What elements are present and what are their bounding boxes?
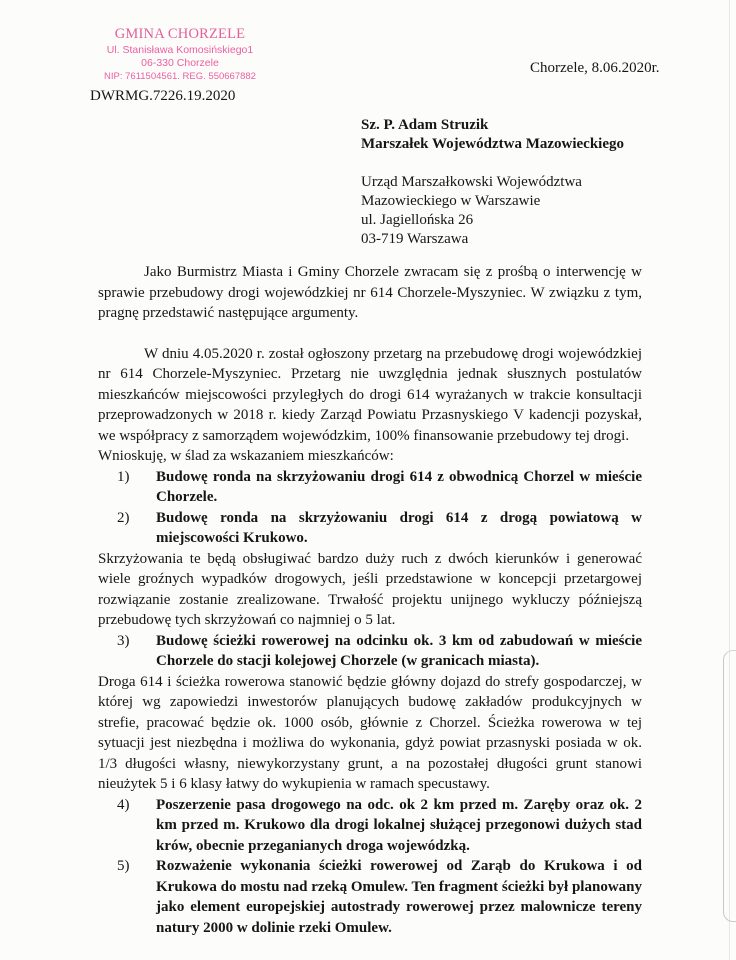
demand-text: Rozważenie wykonania ścieżki rowerowej od Zarąb do Krukowa i od Krukowa do mostu nad rzeką Omulew. Ten fragment ścieżki był planowany jako element europejskiej autostrady rowerowej przez malownicze tereny natury 2000 w dolinie rzeki Omulew.: [156, 858, 642, 936]
stamp-street: Ul. Stanisława Komosińskiego1: [106, 43, 254, 56]
demand-text: Budowę ścieżki rowerowej na odcinku ok. 3 km od zabudowań w mieście Chorzele do stacji kolejowej Chorzele (w granicach miasta).: [156, 632, 642, 669]
recipient-address-line: Urząd Marszałkowski Województwa: [361, 174, 582, 190]
scan-edge-bracket: [723, 650, 736, 922]
stamp-registry: NIP: 7611504561. REG. 550667882: [104, 70, 256, 82]
demand-text: Budowę ronda na skrzyżowaniu drogi 614 z obwodnicą Chorzel w mieście Chorzele.: [156, 468, 642, 505]
demand-number: 4): [117, 796, 130, 813]
reference-number: DWRMG.7226.19.2020: [90, 88, 236, 104]
stamp-title: GMINA CHORZELE: [114, 26, 246, 42]
recipient-address-line: 03-719 Warszawa: [361, 231, 469, 247]
demand-item: [98, 795, 642, 857]
demands-list: [98, 467, 642, 549]
intersections-paragraph: Skrzyżowania te będą obsługiwać bardzo duży ruch z dwóch kierunków i generować wiele groźnych wypadków drogowych, jeśli przedstawione w koncepcji przetargowej rozwiązanie zostanie zrealizowane. Trwałość projektu unijnego wykluczy późniejszą przebudowę tych skrzyżowań co najmniej o 5 lat.: [98, 550, 642, 628]
recipient-name: Sz. P. Adam Struzik: [361, 117, 489, 133]
demand-item: [98, 508, 642, 549]
demand-text: Budowę ronda na skrzyżowaniu drogi 614 z drogą powiatową w miejscowości Krukowo.: [156, 509, 642, 546]
demands-list: [98, 631, 642, 672]
place-date: Chorzele, 8.06.2020r.: [530, 60, 660, 76]
demands-list: [98, 795, 642, 939]
demand-number: 5): [117, 858, 130, 874]
recipient-title: Marszałek Województwa Mazowieckiego: [361, 136, 624, 152]
intro-paragraph: Jako Burmistrz Miasta i Gminy Chorzele zwracam się z prośbą o interwencję w sprawie przebudowy drogi wojewódzkiej nr 614 Chorzele-Myszyniec. W związku z tym, pragnę przedstawić następujące argumenty.: [98, 264, 642, 321]
recipient-block: [361, 116, 624, 249]
recipient-address-line: ul. Jagiellońska 26: [361, 212, 474, 228]
demand-item: [98, 631, 642, 672]
demand-item: [98, 467, 642, 508]
demand-item: [98, 856, 642, 938]
bike-path-paragraph: Droga 614 i ścieżka rowerowa stanowić będzie główny dojazd do strefy gospodarczej, w której wg zapowiedzi inwestorów planujących budowę zakładów produkcyjnych w strefie, pracować będzie ok. 1000 osób, głównie z Chorzel. Ścieżka rowerowa w tej sytuacji jest niezbędna i możliwa do wykonania, gdyż powiat przasnyski posiada w ok. 1/3 długości własny, niewykorzystany grunt, a na pozostałej długości grunt stanowi nieużytek 5 i 6 klasy łatwy do wykupienia w ramach specustawy.: [98, 673, 642, 792]
demand-number: 3): [117, 632, 130, 649]
recipient-address-line: Mazowieckiego w Warszawie: [361, 193, 541, 209]
letter-body: [98, 262, 642, 938]
stamp-postal: 06-330 Chorzele: [141, 56, 219, 69]
request-lead: Wnioskuję, w ślad za wskazaniem mieszkańców:: [98, 448, 394, 464]
demand-number: 2): [117, 509, 130, 526]
demand-number: 1): [117, 468, 130, 485]
demand-text: Poszerzenie pasa drogowego na odc. ok 2 km przed m. Zaręby oraz ok. 2 km przed m. Krukowo dla drogi lokalnej służącej przegonowi dużych stad krów, obecnie przeganianych droga wojewódzką.: [156, 796, 642, 854]
tender-paragraph: W dniu 4.05.2020 r. został ogłoszony przetarg na przebudowę drogi wojewódzkiej nr 614 Chorzele-Myszyniec. Przetarg nie uwzględnia jednak słusznych postulatów mieszkańców miejscowości przyległych do drogi 614 wyrażanych w trakcie konsultacji przeprowadzonych w 2018 r. kiedy Zarząd Powiatu Przasnyskiego V kadencji pozyskał, we współpracy z samorządem wojewódzkim, 100% finansowanie przebudowy tej drogi.: [98, 345, 642, 444]
municipality-stamp: [85, 27, 275, 83]
